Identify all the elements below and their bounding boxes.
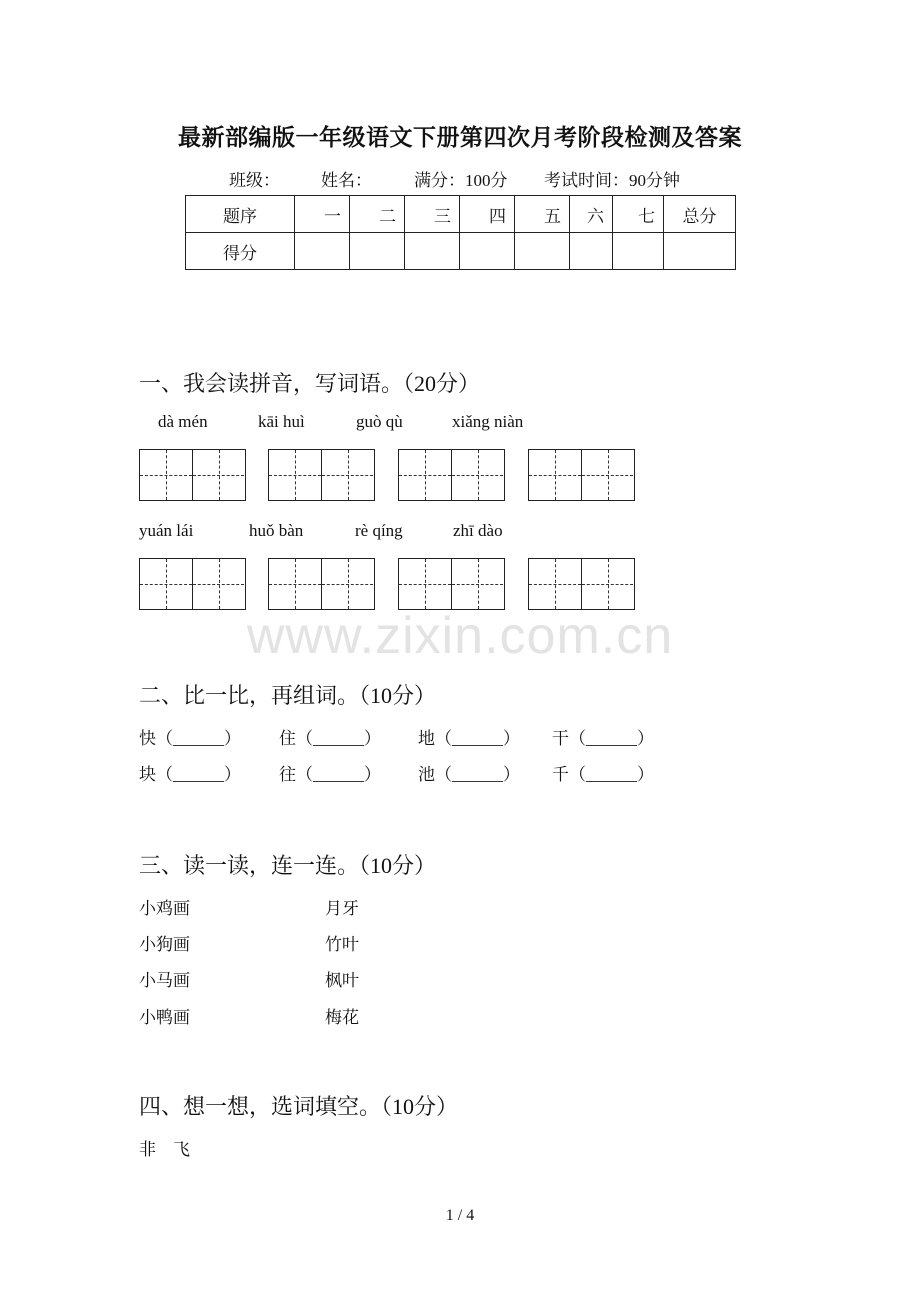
pinyin-label: dà mén <box>158 412 208 431</box>
match-right-item[interactable]: 枫叶 <box>325 971 359 990</box>
full-score-label: 满分：100分 <box>414 171 508 190</box>
writing-grid[interactable] <box>268 449 375 501</box>
word-blank[interactable]: 块（______） <box>139 765 241 784</box>
pinyin-label: guò qù <box>356 412 403 431</box>
watermark: www.zixin.com.cn <box>246 607 674 665</box>
writing-grid[interactable] <box>528 449 635 501</box>
score-cell[interactable] <box>515 233 570 270</box>
score-cell[interactable] <box>570 233 613 270</box>
total-label: 总分 <box>664 196 736 233</box>
col-1: 一 <box>295 196 350 233</box>
word-blank[interactable]: 干（______） <box>552 729 654 748</box>
word-blank[interactable]: 池（______） <box>418 765 520 784</box>
score-table-header-row <box>186 196 736 233</box>
writing-grid[interactable] <box>139 558 246 610</box>
question-number-label: 题序 <box>186 196 295 233</box>
score-table-score-row <box>186 233 736 270</box>
pinyin-label: kāi huì <box>258 412 305 431</box>
writing-grid[interactable] <box>268 558 375 610</box>
col-5: 五 <box>515 196 570 233</box>
match-left-item[interactable]: 小鸡画 <box>139 899 190 918</box>
word-blank[interactable]: 千（______） <box>552 765 654 784</box>
exam-time-label: 考试时间：90分钟 <box>544 171 680 190</box>
score-label: 得分 <box>186 233 295 270</box>
writing-grid[interactable] <box>398 449 505 501</box>
writing-grid[interactable] <box>398 558 505 610</box>
word-blank[interactable]: 住（______） <box>279 729 381 748</box>
pinyin-label: xiǎng niàn <box>452 412 524 431</box>
word-blank[interactable]: 地（______） <box>418 729 520 748</box>
class-label: 班级： <box>229 171 280 190</box>
word-blank[interactable]: 快（______） <box>139 729 241 748</box>
score-cell[interactable] <box>664 233 736 270</box>
match-right-item[interactable]: 梅花 <box>325 1008 359 1027</box>
match-left-item[interactable]: 小狗画 <box>139 935 190 954</box>
match-right-item[interactable]: 竹叶 <box>325 935 359 954</box>
col-7: 七 <box>613 196 664 233</box>
col-2: 二 <box>350 196 405 233</box>
score-table <box>185 195 736 270</box>
section-2-heading: 二、比一比，再组词。（10分） <box>139 683 437 708</box>
pinyin-label: zhī dào <box>453 521 503 540</box>
writing-grid[interactable] <box>528 558 635 610</box>
col-6: 六 <box>570 196 613 233</box>
section-4-heading: 四、想一想，选词填空。（10分） <box>139 1094 459 1119</box>
col-4: 四 <box>460 196 515 233</box>
score-cell[interactable] <box>350 233 405 270</box>
name-label: 姓名： <box>321 171 372 190</box>
section-1-heading: 一、我会读拼音，写词语。（20分） <box>139 371 481 396</box>
writing-grid[interactable] <box>139 449 246 501</box>
page-number: 1 / 4 <box>445 1207 475 1224</box>
score-cell[interactable] <box>613 233 664 270</box>
col-3: 三 <box>405 196 460 233</box>
page-title: 最新部编版一年级语文下册第四次月考阶段检测及答案 <box>178 125 742 150</box>
word-blank[interactable]: 往（______） <box>279 765 381 784</box>
word-options: 非 飞 <box>139 1140 190 1159</box>
section-3-heading: 三、读一读，连一连。（10分） <box>139 853 437 878</box>
score-cell[interactable] <box>460 233 515 270</box>
match-right-item[interactable]: 月牙 <box>325 899 359 918</box>
match-left-item[interactable]: 小鸭画 <box>139 1008 190 1027</box>
pinyin-label: yuán lái <box>139 521 194 540</box>
match-left-item[interactable]: 小马画 <box>139 971 190 990</box>
score-cell[interactable] <box>295 233 350 270</box>
score-cell[interactable] <box>405 233 460 270</box>
pinyin-label: huǒ bàn <box>249 521 304 540</box>
pinyin-label: rè qíng <box>355 521 403 540</box>
